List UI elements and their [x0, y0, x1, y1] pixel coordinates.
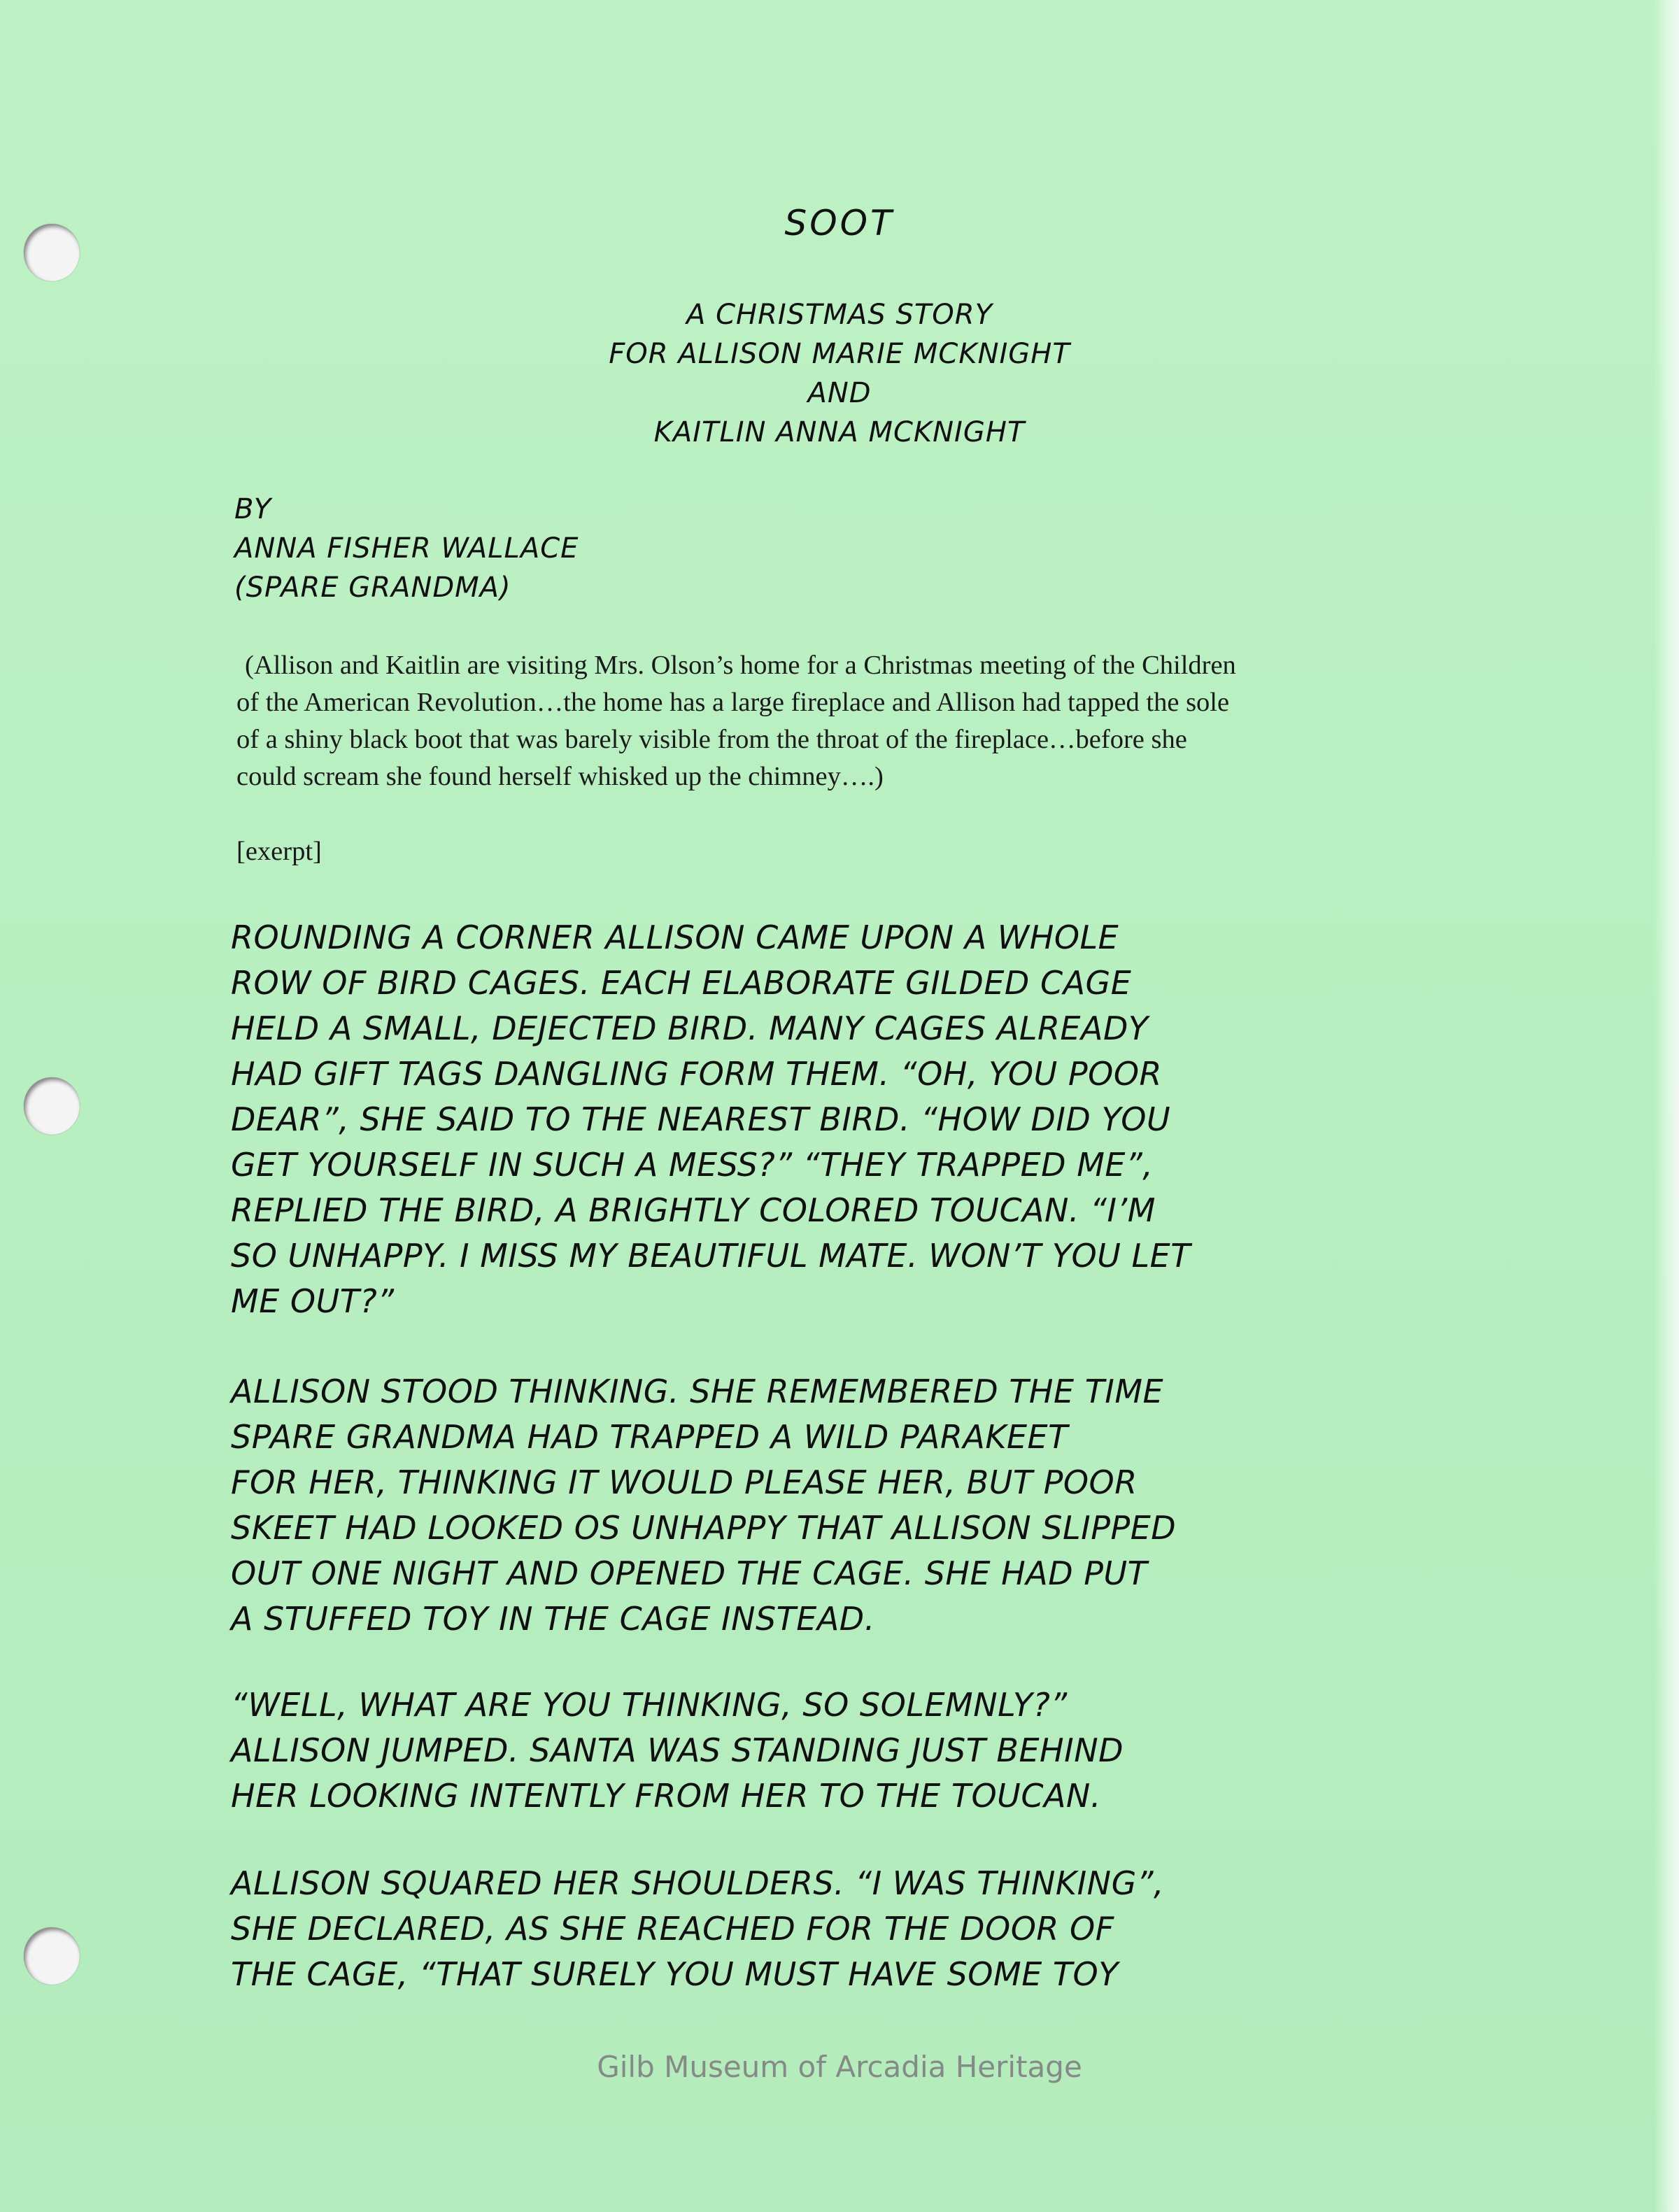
story-line: GET YOURSELF IN SUCH A MESS?” “THEY TRAPPED ME”, [231, 1146, 1154, 1184]
story-paragraph-4 [231, 1861, 1164, 1997]
byline-line: ANNA FISHER WALLACE [234, 532, 579, 565]
story-line: ROUNDING A CORNER ALLISON CAME UPON A WHOLE [231, 919, 1119, 956]
story-line: DEAR”, SHE SAID TO THE NEAREST BIRD. “HOW DID YOU [231, 1100, 1171, 1138]
intro-line: could scream she found herself whisked up the chimney….) [236, 762, 884, 791]
story-line: ROW OF BIRD CAGES. EACH ELABORATE GILDED CAGE [231, 964, 1132, 1002]
story-line: SO UNHAPPY. I MISS MY BEAUTIFUL MATE. WON’T YOU LET [231, 1237, 1191, 1275]
punch-hole-bottom [24, 1927, 80, 1985]
story-line: REPLIED THE BIRD, A BRIGHTLY COLORED TOUCAN. “I’M [231, 1191, 1156, 1229]
story-line: HELD A SMALL, DEJECTED BIRD. MANY CAGES ALREADY [231, 1009, 1149, 1047]
intro-line: of a shiny black boot that was barely visible from the throat of the fireplace…before she [236, 725, 1187, 754]
story-line: “WELL, WHAT ARE YOU THINKING, SO SOLEMNLY?” [231, 1686, 1068, 1724]
story-paragraph-3 [231, 1682, 1124, 1819]
story-line: OUT ONE NIGHT AND OPENED THE CAGE. SHE HAD PUT [231, 1554, 1148, 1592]
dedication-line: KAITLIN ANNA MCKNIGHT [653, 416, 1026, 448]
intro-paragraph [236, 647, 1447, 795]
story-line: THE CAGE, “THAT SURELY YOU MUST HAVE SOME TOY [231, 1955, 1119, 1993]
story-line: SKEET HAD LOOKED OS UNHAPPY THAT ALLISON SLIPPED [231, 1509, 1177, 1547]
dedication-line: AND [807, 377, 872, 409]
story-line: SPARE GRANDMA HAD TRAPPED A WILD PARAKEET [231, 1418, 1068, 1456]
byline-line: BY [234, 493, 272, 525]
story-line: ME OUT?” [231, 1282, 395, 1320]
byline [234, 490, 579, 607]
exerpt-label: [exerpt] [236, 837, 322, 866]
dedication-line: FOR ALLISON MARIE MCKNIGHT [609, 338, 1070, 370]
story-paragraph-2 [231, 1369, 1176, 1642]
dedication-line: A CHRISTMAS STORY [686, 299, 993, 331]
story-line: SHE DECLARED, AS SHE REACHED FOR THE DOOR OF [231, 1910, 1114, 1948]
story-title: SOOT [784, 203, 895, 243]
intro-line: of the American Revolution…the home has a large fireplace and Allison had tapped the sole [236, 688, 1230, 717]
punch-hole-middle [24, 1077, 80, 1135]
intro-line: (Allison and Kaitlin are visiting Mrs. Olson’s home for a Christmas meeting of the Children [245, 651, 1236, 680]
story-line: ALLISON SQUARED HER SHOULDERS. “I WAS THINKING”, [231, 1864, 1165, 1902]
dedication [0, 295, 1679, 452]
story-line: HAD GIFT TAGS DANGLING FORM THEM. “OH, YOU POOR [231, 1055, 1163, 1093]
story-paragraph-1 [231, 915, 1191, 1324]
story-line: ALLISON JUMPED. SANTA WAS STANDING JUST BEHIND [231, 1731, 1124, 1769]
byline-line: (SPARE GRANDMA) [234, 572, 511, 604]
museum-credit: Gilb Museum of Arcadia Heritage [597, 2050, 1082, 2084]
story-line: ALLISON STOOD THINKING. SHE REMEMBERED THE TIME [231, 1373, 1164, 1410]
story-line: FOR HER, THINKING IT WOULD PLEASE HER, BUT POOR [231, 1463, 1138, 1501]
story-line: HER LOOKING INTENTLY FROM HER TO THE TOUCAN. [231, 1777, 1101, 1815]
story-line: A STUFFED TOY IN THE CAGE INSTEAD. [231, 1600, 875, 1638]
